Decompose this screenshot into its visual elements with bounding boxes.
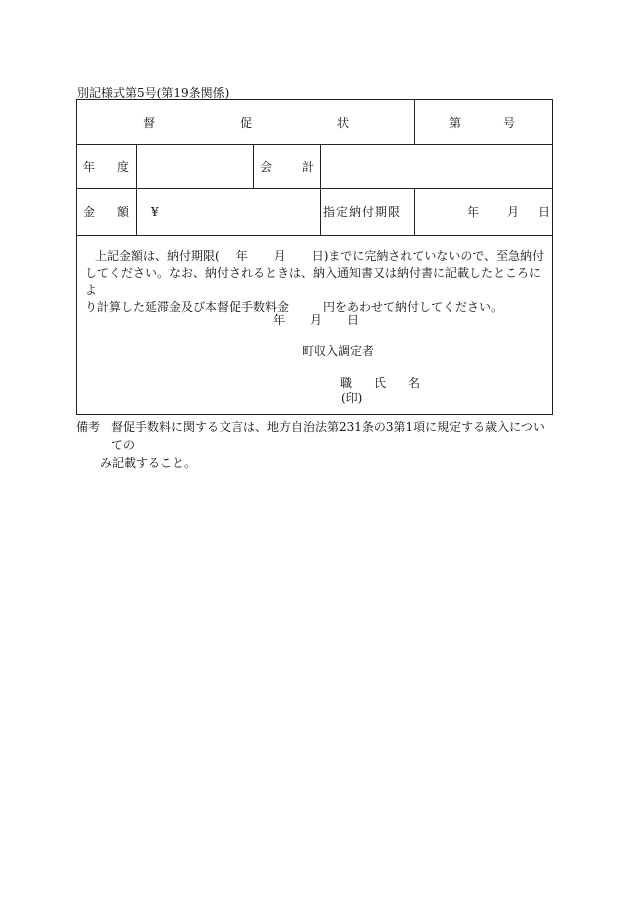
- amount-label: 金 額: [83, 205, 129, 219]
- deadline-label: 指定納付期限: [323, 205, 402, 219]
- remarks: [76, 418, 556, 472]
- seal-mark: (印): [341, 391, 363, 405]
- account-label: 会 計: [260, 159, 314, 174]
- remarks-label: 備考: [76, 420, 101, 434]
- row-divider: [77, 235, 552, 236]
- fiscal-year-value: [137, 144, 253, 188]
- demand-notice-form: [76, 99, 553, 415]
- deadline-date: 年 月 日: [467, 205, 551, 219]
- body-line: 上記金額は、納付期限( 年 月 日)までに完納されていないので、至急納付: [95, 249, 545, 263]
- amount-value: [151, 188, 311, 235]
- form-title: 督 促 状: [143, 115, 349, 130]
- issuer-name: 職 氏 名: [340, 376, 421, 390]
- notice-body: [85, 248, 547, 316]
- column-divider: [253, 144, 254, 189]
- body-line: り計算した延滞金及び本督促手数料金 円をあわせて納付してください。: [85, 300, 504, 314]
- form-caption: 別記様式第5号(第19条関係): [77, 86, 230, 100]
- remarks-text-continued: み記載すること。: [100, 456, 197, 470]
- yen-sign: ¥: [151, 204, 159, 219]
- account-value: [321, 144, 553, 188]
- fiscal-year-label: 年 度: [83, 159, 129, 174]
- remarks-text: 督促手数料に関する文言は、地方自治法第231条の3第1項に規定する歳入についての: [110, 420, 545, 452]
- issue-date: 年 月 日: [273, 313, 360, 327]
- body-line: してください。なお、納付されるときは、納入通知書又は納付書に記載したところによ: [85, 266, 542, 297]
- issuer-title: 町収入調定者: [302, 344, 375, 358]
- column-divider: [414, 100, 415, 145]
- document-number: 第 号: [449, 115, 515, 130]
